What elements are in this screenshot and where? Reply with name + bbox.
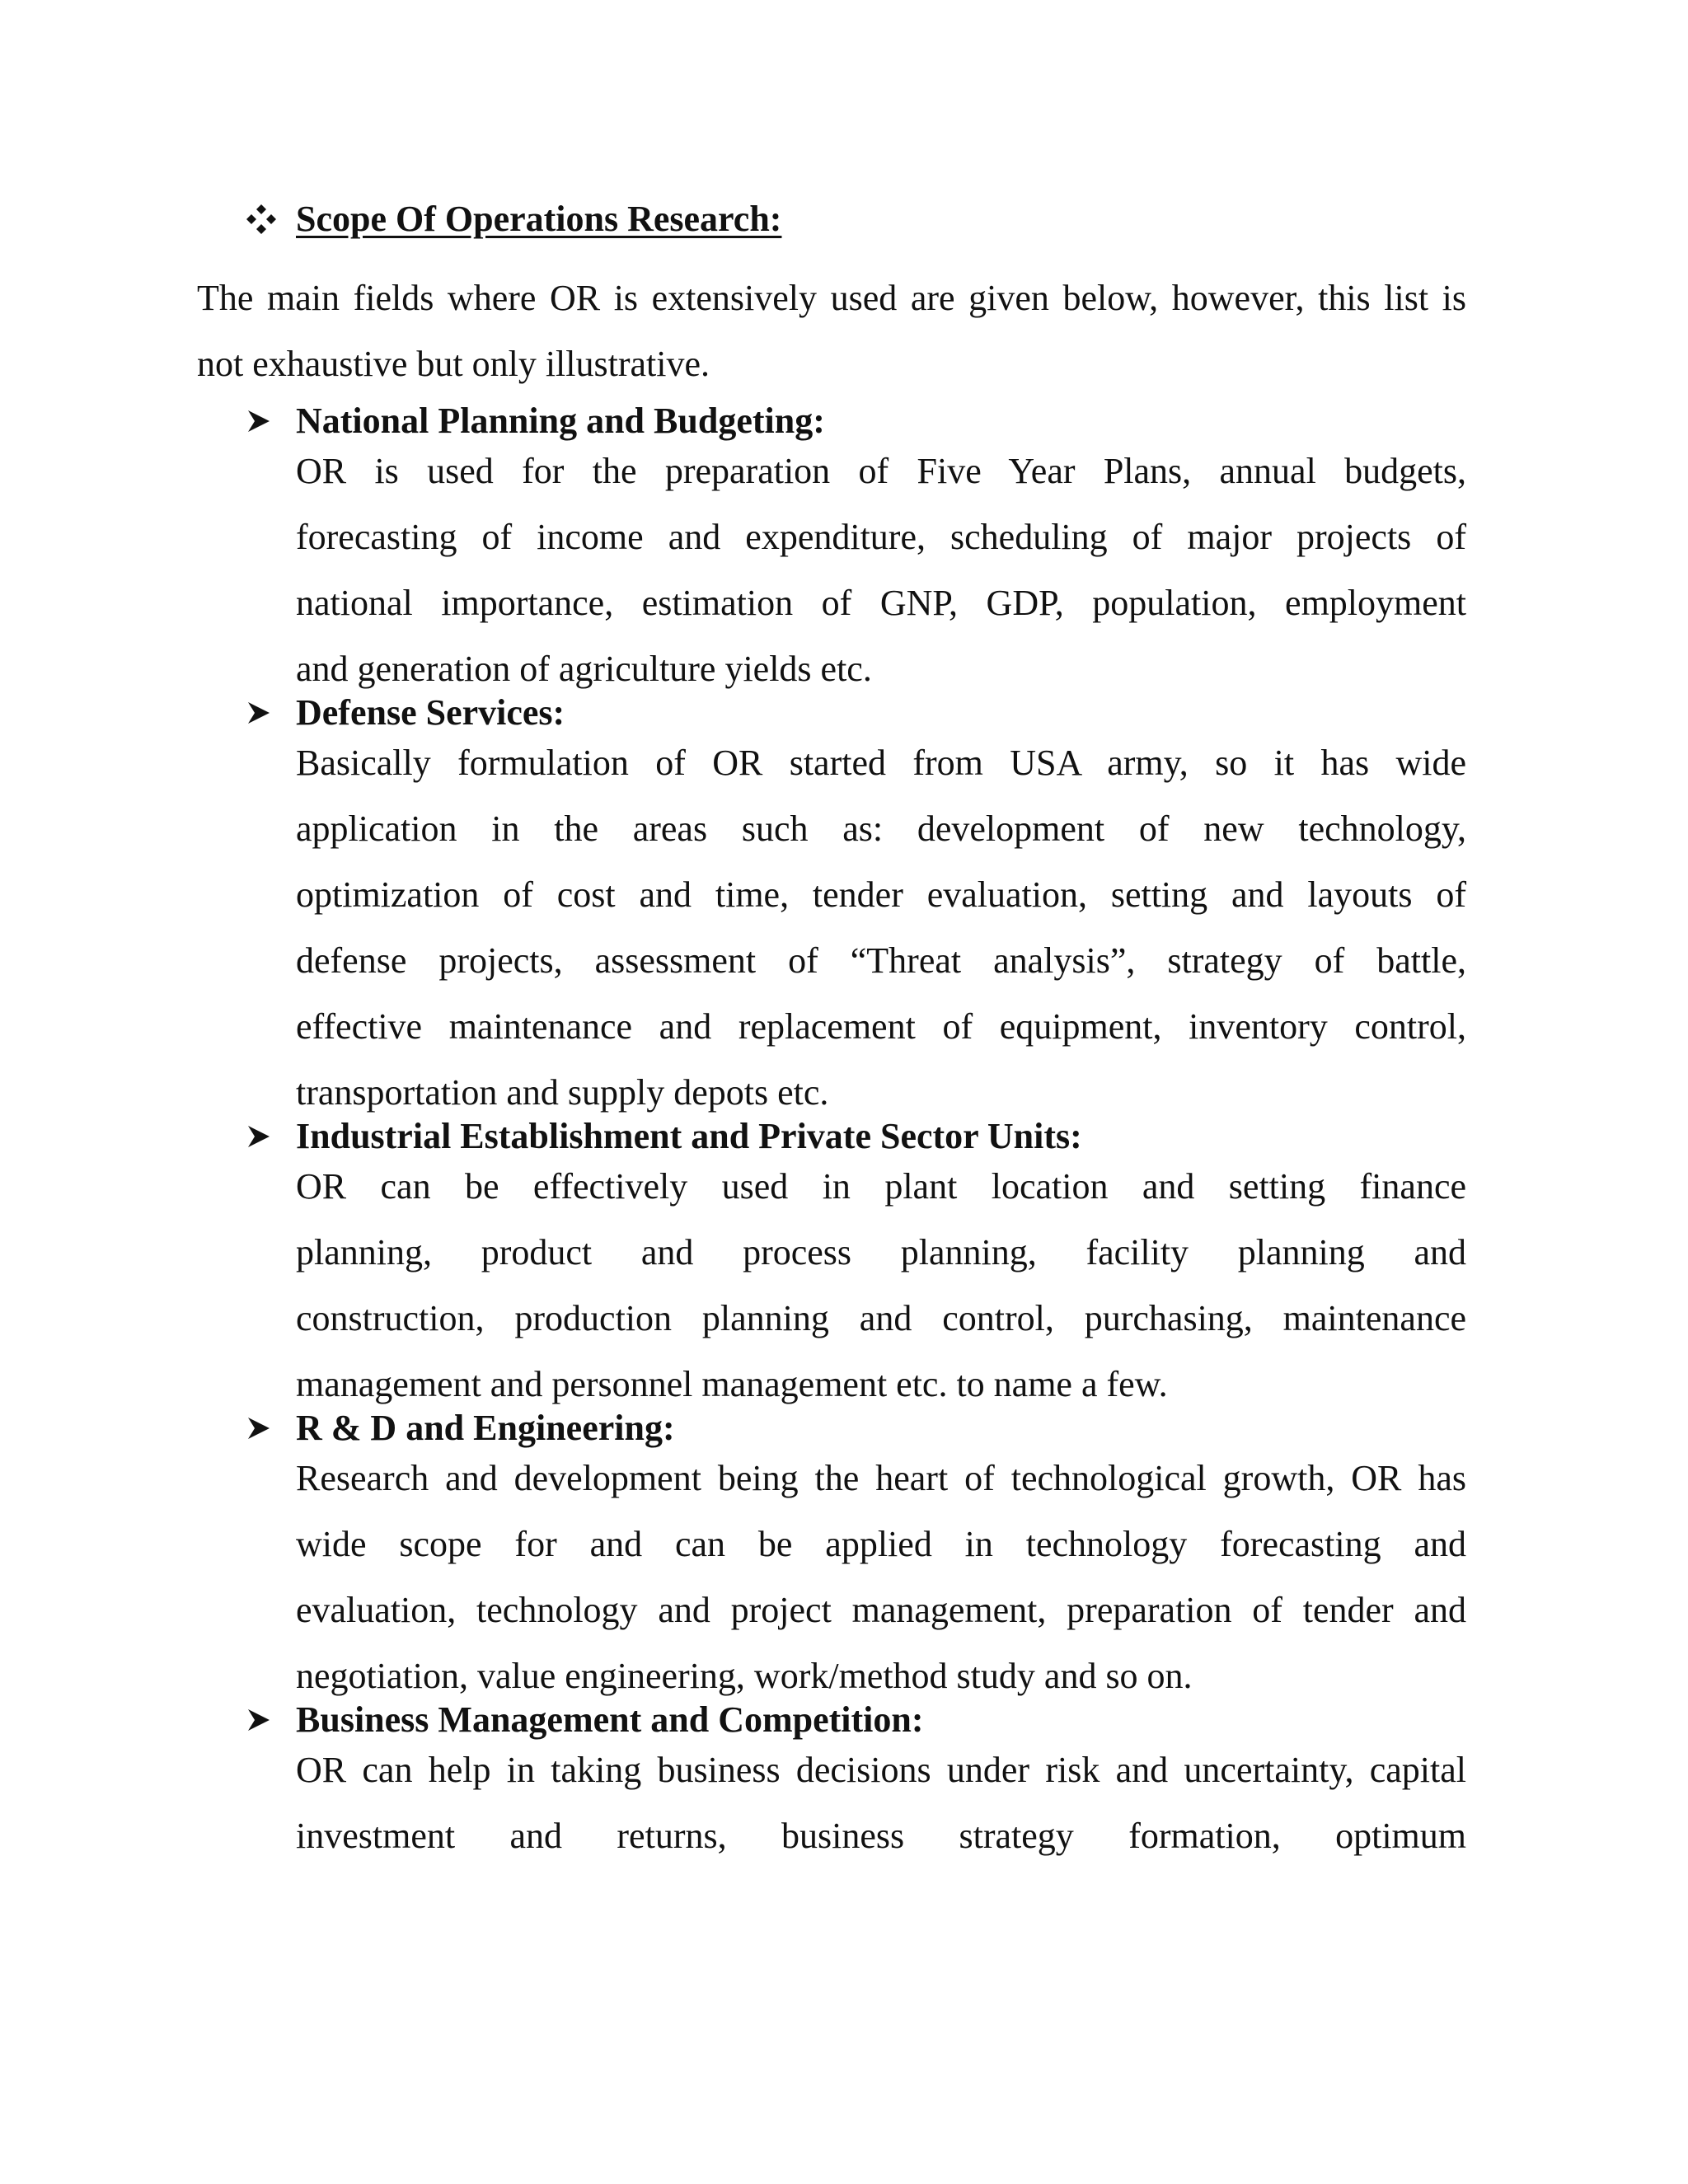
body-line: Basically formulation of OR started from USA army, so it has wide bbox=[296, 743, 1466, 783]
intro-line: not exhaustive but only illustrative. bbox=[197, 344, 710, 384]
arrowhead-bullet-icon bbox=[245, 699, 273, 727]
section-title: Business Management and Competition: bbox=[296, 1699, 924, 1740]
section-title: Defense Services: bbox=[296, 692, 565, 733]
arrowhead-bullet-icon bbox=[245, 1122, 273, 1151]
body-line: management and personnel management etc. to name a few. bbox=[296, 1364, 1168, 1404]
four-diamond-bullet-icon bbox=[245, 203, 278, 236]
body-line: defense projects, assessment of “Threat analysis”, strategy of battle, bbox=[296, 940, 1466, 981]
section-body bbox=[296, 1154, 1466, 1418]
body-line: Research and development being the heart of technological growth, OR has bbox=[296, 1458, 1466, 1498]
body-line: application in the areas such as: development of new technology, bbox=[296, 808, 1466, 849]
arrowhead-bullet-icon bbox=[245, 1706, 273, 1734]
body-line: evaluation, technology and project management, preparation of tender and bbox=[296, 1590, 1466, 1630]
section-title: R & D and Engineering: bbox=[296, 1408, 675, 1448]
section-body bbox=[296, 438, 1466, 702]
body-line: national importance, estimation of GNP, GDP, population, employment bbox=[296, 583, 1466, 623]
arrowhead-bullet-icon bbox=[245, 1414, 273, 1442]
body-line: construction, production planning and control, purchasing, maintenance bbox=[296, 1298, 1466, 1338]
body-line: negotiation, value engineering, work/method study and so on. bbox=[296, 1656, 1193, 1696]
body-line: transportation and supply depots etc. bbox=[296, 1072, 829, 1113]
body-line: planning, product and process planning, facility planning and bbox=[296, 1232, 1466, 1272]
section-body bbox=[296, 1446, 1466, 1709]
body-line: wide scope for and can be applied in technology forecasting and bbox=[296, 1524, 1466, 1564]
body-line: OR is used for the preparation of Five Year Plans, annual budgets, bbox=[296, 451, 1466, 491]
section-body bbox=[296, 730, 1466, 1126]
body-line: OR can help in taking business decisions under risk and uncertainty, capital bbox=[296, 1750, 1466, 1790]
arrowhead-bullet-icon bbox=[245, 407, 273, 435]
body-line: effective maintenance and replacement of equipment, inventory control, bbox=[296, 1006, 1466, 1047]
body-line: optimization of cost and time, tender evaluation, setting and layouts of bbox=[296, 874, 1466, 915]
intro-line: The main fields where OR is extensively used are given below, however, this list is bbox=[197, 278, 1466, 318]
body-line: and generation of agriculture yields etc. bbox=[296, 649, 872, 689]
page-title: Scope Of Operations Research: bbox=[296, 199, 782, 239]
section-title: National Planning and Budgeting: bbox=[296, 401, 825, 441]
body-line: forecasting of income and expenditure, scheduling of major projects of bbox=[296, 517, 1466, 557]
intro-paragraph bbox=[197, 265, 1466, 397]
section-body bbox=[296, 1737, 1466, 1869]
body-line: OR can be effectively used in plant location and setting finance bbox=[296, 1166, 1466, 1207]
section-title: Industrial Establishment and Private Sector Units: bbox=[296, 1116, 1082, 1156]
body-line: investment and returns, business strategy formation, optimum bbox=[296, 1816, 1466, 1856]
